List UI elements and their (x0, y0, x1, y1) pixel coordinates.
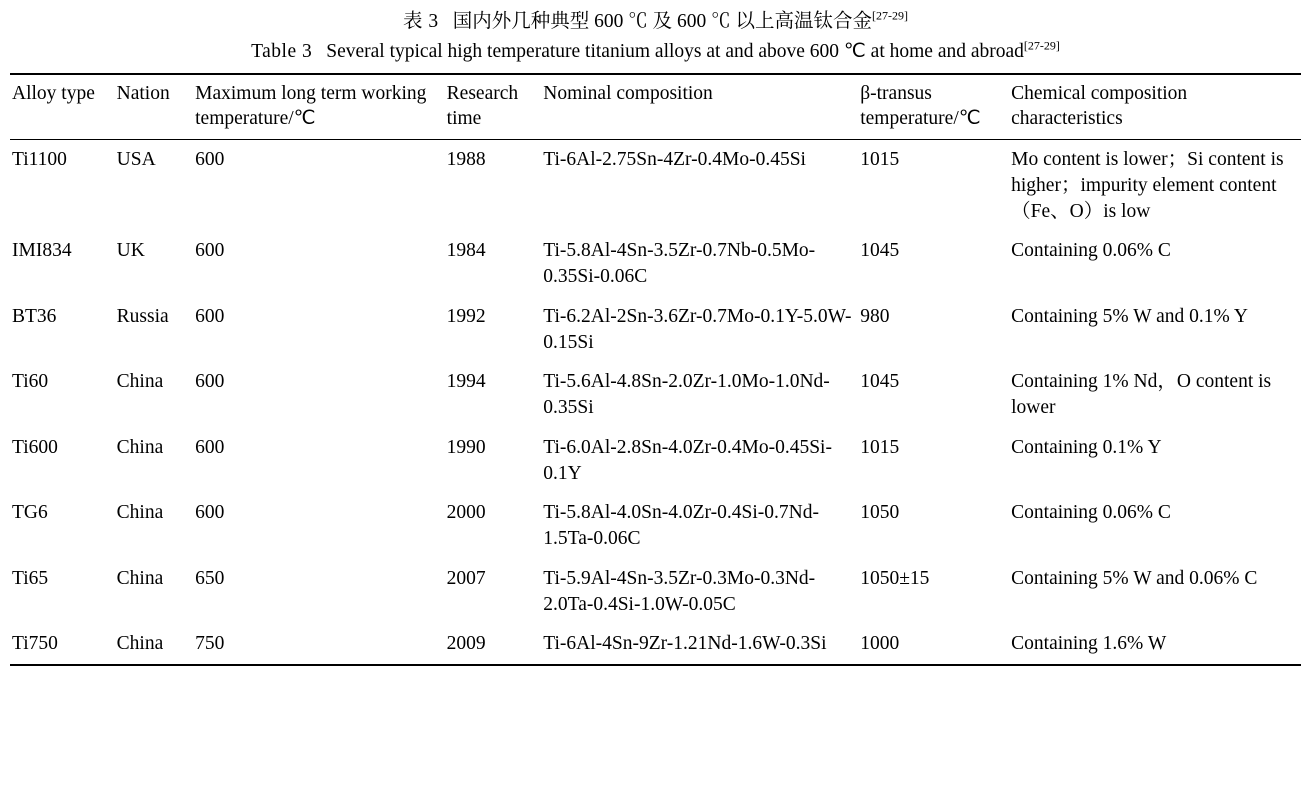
cell-nation: UK (116, 240, 145, 262)
cell-nation: China (116, 436, 164, 458)
cell-beta-transus: 1045 (860, 371, 900, 393)
cell-characteristics: Containing 5% W and 0.1% Y (1011, 305, 1249, 327)
column-header-alloy-type: Alloy type (10, 74, 115, 140)
table-row (10, 559, 1301, 624)
cell-max-temperature: 600 (195, 371, 225, 393)
cell-alloy-type: Ti600 (12, 436, 58, 458)
caption-label-en: Table 3 (251, 41, 313, 63)
cell-nation: USA (115, 140, 193, 232)
table-row (10, 493, 1301, 558)
cell-nation: China (116, 371, 164, 393)
table-body (10, 140, 1301, 666)
citation-reference-en: [27-29] (1023, 38, 1060, 53)
cell-characteristics: Containing 0.06% C (1011, 502, 1171, 524)
cell-max-temperature: 600 (193, 140, 445, 232)
table-row (10, 362, 1301, 427)
cell-research-time: 1990 (446, 436, 486, 458)
cell-nation: China (116, 502, 164, 524)
cell-max-temperature: 600 (195, 240, 225, 262)
cell-research-time: 1994 (446, 371, 486, 393)
cell-alloy-type: BT36 (12, 305, 57, 327)
cell-max-temperature: 750 (195, 633, 225, 655)
cell-beta-transus: 1000 (860, 633, 900, 655)
caption-label-cn: 表 3 (403, 11, 439, 32)
cell-beta-transus: 1015 (858, 140, 1009, 232)
table-bottom-rule (10, 665, 1301, 666)
cell-nominal-composition: Ti-6Al-2.75Sn-4Zr-0.4Mo-0.45Si (541, 140, 858, 232)
column-header-nominal-composition: Nominal composition (541, 74, 858, 140)
cell-nation: China (116, 567, 164, 589)
cell-nominal-composition: Ti-5.6Al-4.8Sn-2.0Zr-1.0Mo-1.0Nd-0.35Si (543, 371, 830, 419)
cell-nominal-composition: Ti-6.2Al-2Sn-3.6Zr-0.7Mo-0.1Y-5.0W-0.15Si (543, 305, 852, 353)
cell-beta-transus: 1015 (860, 436, 900, 458)
column-header-research-time: Research time (445, 74, 542, 140)
cell-alloy-type: Ti1100 (10, 140, 115, 232)
cell-research-time: 2007 (446, 567, 486, 589)
cell-alloy-type: IMI834 (12, 240, 72, 262)
caption-text-cn: 国内外几种典型 600 ℃ 及 600 ℃ 以上高温钛合金 (452, 11, 872, 32)
table-row (10, 428, 1301, 493)
table-row (10, 297, 1301, 362)
cell-nation: China (116, 633, 164, 655)
cell-research-time: 2000 (446, 502, 486, 524)
cell-characteristics: Containing 1% Nd，O content is lower (1011, 371, 1272, 419)
table-bottom-rule-row (10, 665, 1301, 666)
cell-alloy-type: Ti750 (12, 633, 58, 655)
cell-nominal-composition: Ti-5.8Al-4Sn-3.5Zr-0.7Nb-0.5Mo-0.35Si-0.06C (543, 240, 816, 288)
cell-nation: Russia (116, 305, 169, 327)
cell-beta-transus: 1045 (860, 240, 900, 262)
cell-max-temperature: 600 (195, 502, 225, 524)
cell-max-temperature: 650 (195, 567, 225, 589)
cell-nominal-composition: Ti-6Al-4Sn-9Zr-1.21Nd-1.6W-0.3Si (543, 633, 827, 655)
cell-characteristics: Containing 1.6% W (1011, 633, 1167, 655)
cell-characteristics: Mo content is lower；Si content is higher；impurity element content（Fe、O）is low (1009, 140, 1301, 232)
citation-reference-cn: [27-29] (871, 8, 908, 23)
cell-beta-transus: 1050 (860, 502, 900, 524)
cell-nominal-composition: Ti-5.9Al-4Sn-3.5Zr-0.3Mo-0.3Nd-2.0Ta-0.4Si-1.0W-0.05C (543, 567, 816, 615)
cell-research-time: 1992 (446, 305, 486, 327)
cell-beta-transus: 980 (860, 305, 890, 327)
cell-research-time: 2009 (446, 633, 486, 655)
table-header (10, 74, 1301, 140)
table-row (10, 624, 1301, 665)
cell-alloy-type: Ti65 (12, 567, 49, 589)
column-header-max-working-temperature: Maximum long term working temperature/℃ (193, 74, 445, 140)
column-header-beta-transus-temperature: β-transus temperature/℃ (858, 74, 1009, 140)
table-caption-chinese (10, 8, 1301, 36)
caption-text-en: Several typical high temperature titanium alloys at and above 600 ℃ at home and abroad (326, 41, 1024, 63)
table-header-row (10, 74, 1301, 140)
cell-alloy-type: Ti60 (12, 371, 49, 393)
cell-characteristics: Containing 5% W and 0.06% C (1011, 567, 1258, 589)
table-row (10, 140, 1301, 232)
cell-nominal-composition: Ti-6.0Al-2.8Sn-4.0Zr-0.4Mo-0.45Si-0.1Y (543, 436, 832, 484)
cell-beta-transus: 1050±15 (860, 567, 930, 589)
column-header-nation: Nation (115, 74, 193, 140)
table-caption-english (10, 38, 1301, 66)
column-header-chemical-composition-characteristics: Chemical composition characteristics (1009, 74, 1301, 140)
cell-research-time: 1988 (445, 140, 542, 232)
cell-max-temperature: 600 (195, 305, 225, 327)
cell-alloy-type: TG6 (12, 502, 48, 524)
cell-characteristics: Containing 0.1% Y (1011, 436, 1162, 458)
cell-research-time: 1984 (446, 240, 486, 262)
cell-nominal-composition: Ti-5.8Al-4.0Sn-4.0Zr-0.4Si-0.7Nd-1.5Ta-0.06C (543, 502, 819, 550)
table-row (10, 231, 1301, 296)
alloys-table (10, 73, 1301, 666)
cell-max-temperature: 600 (195, 436, 225, 458)
cell-characteristics: Containing 0.06% C (1011, 240, 1171, 262)
